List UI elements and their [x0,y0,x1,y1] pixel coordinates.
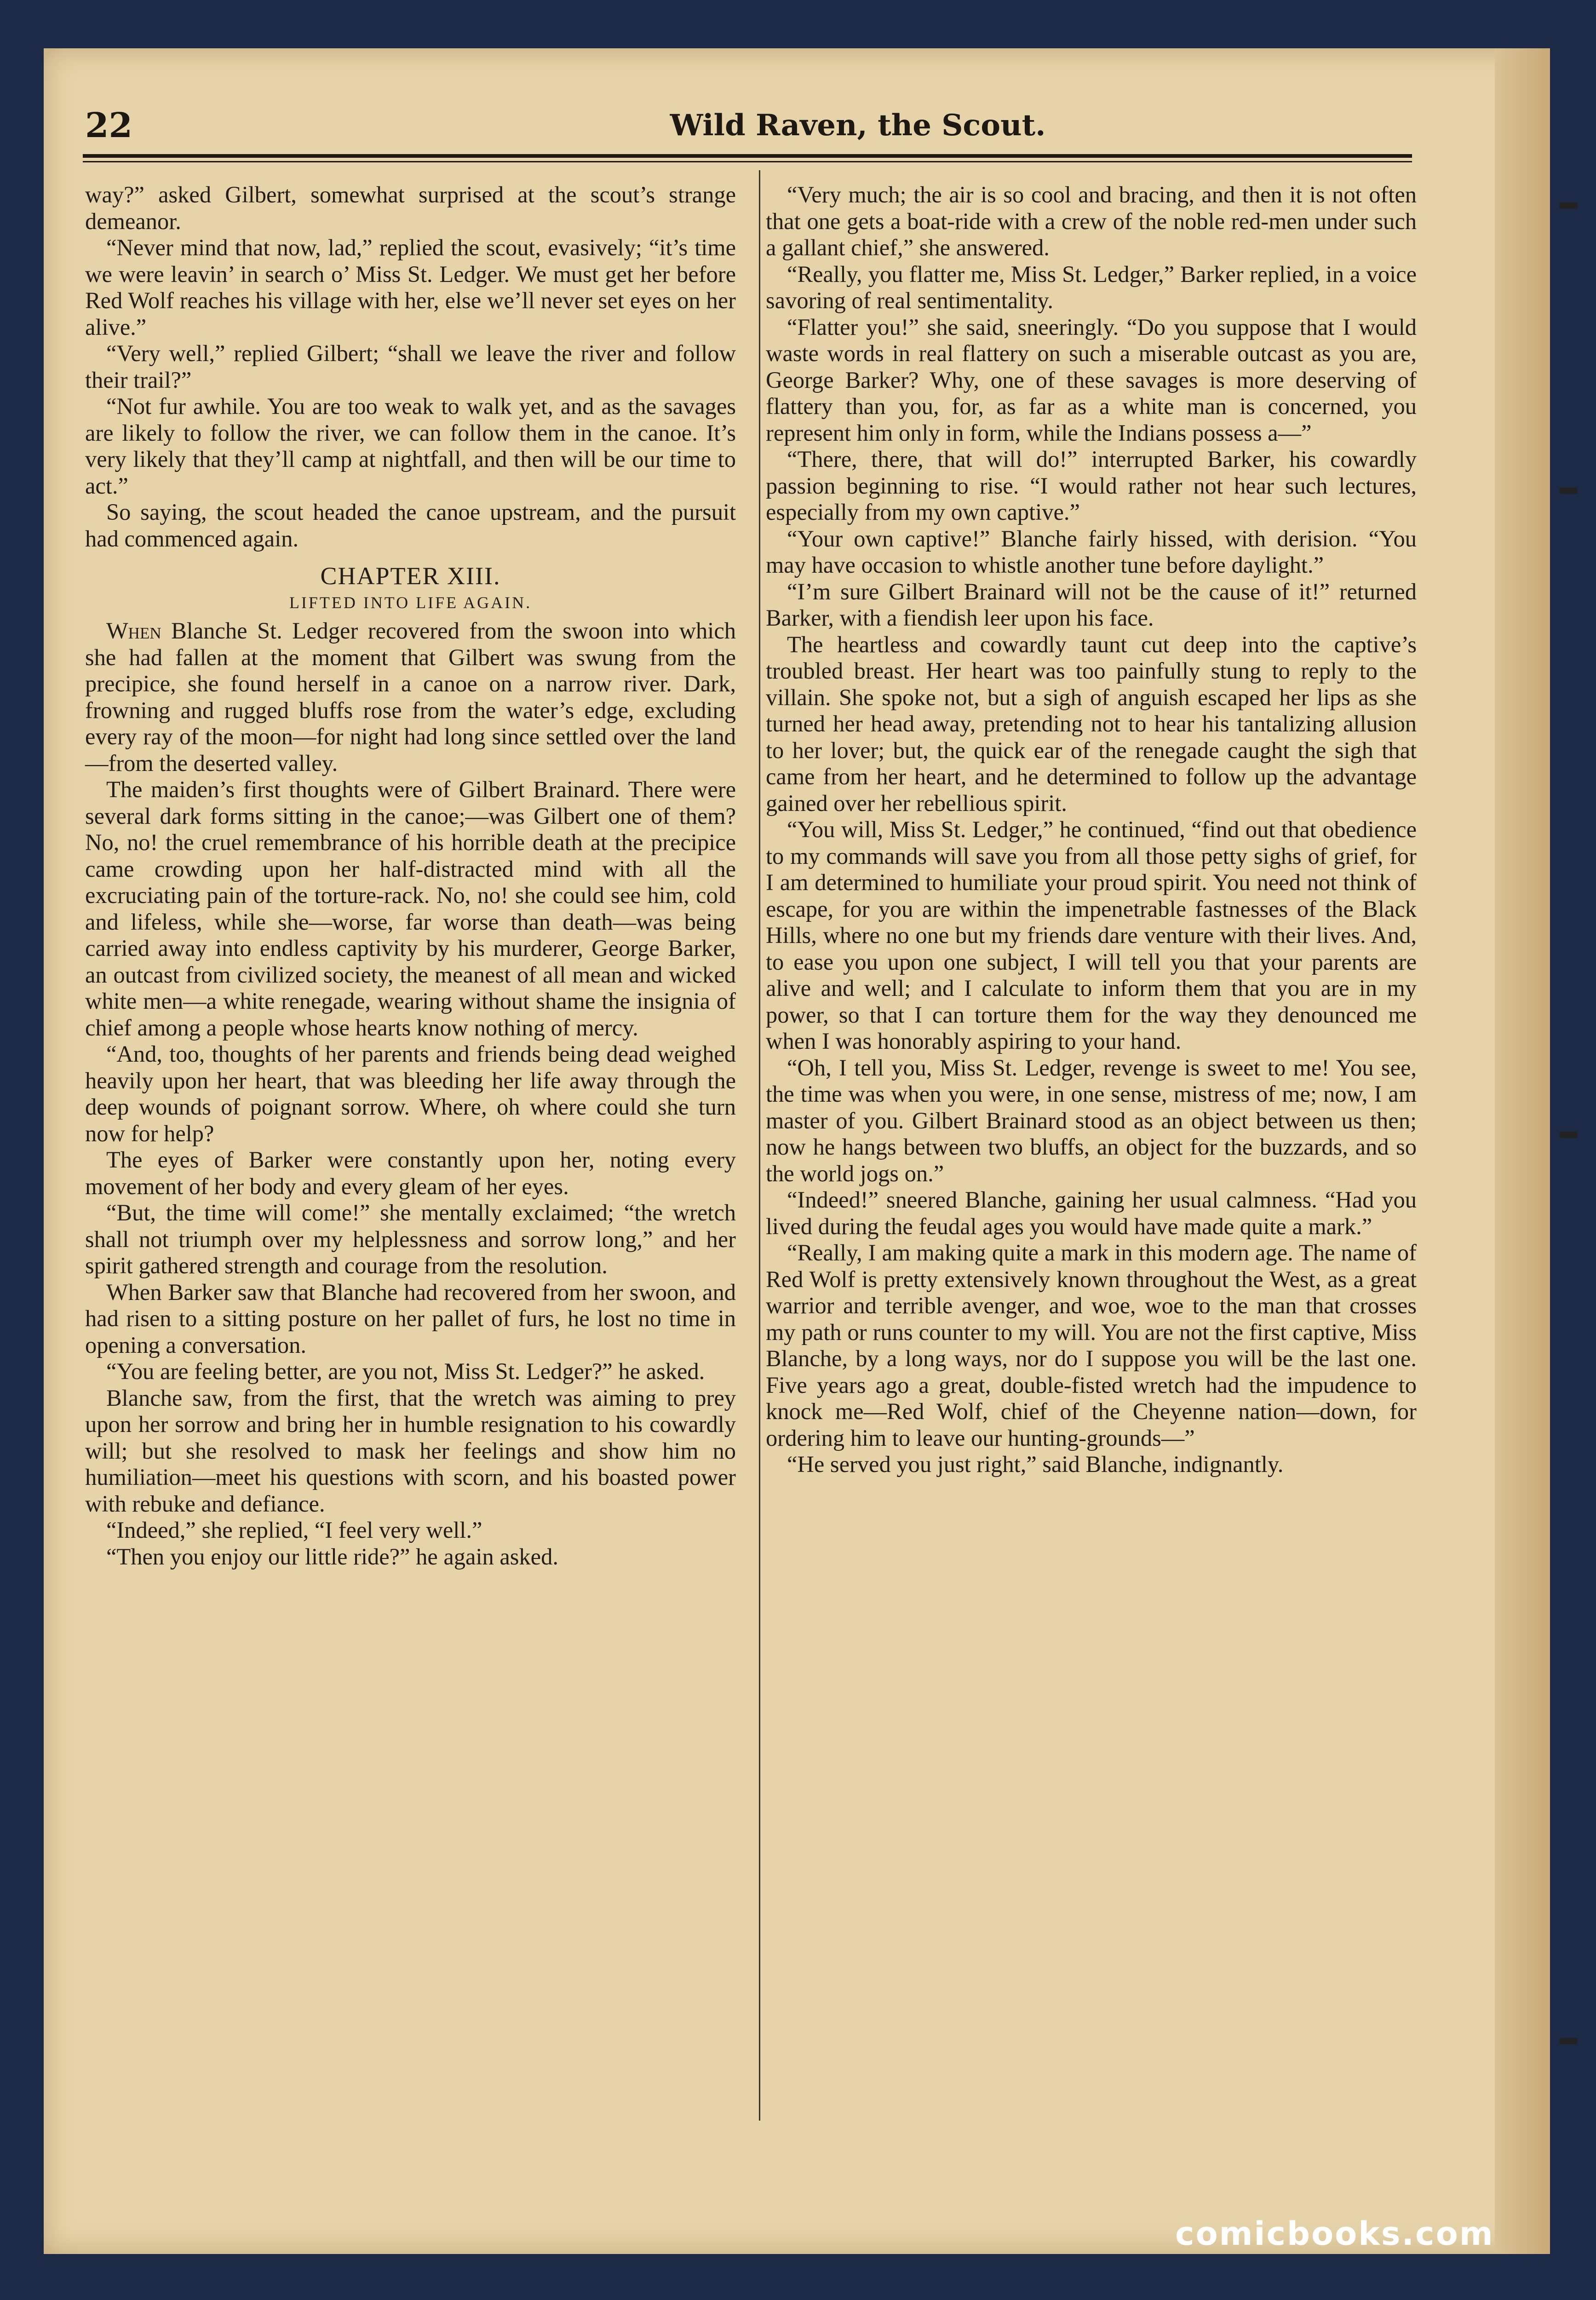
paragraph: “Indeed!” sneered Blanche, gaining her usual calmness. “Had you lived during the feudal ages you would have made quite a mark.” [766,1187,1417,1239]
paragraph: “Flatter you!” she said, sneeringly. “Do you suppose that I would waste words in real flattery on such a miserable outcast as you are, George Barker? Why, one of these savages is more deserving of flattery than you, for, as far as a white man is concerned, you represent him only in form, while the Indians possess a—” [766,314,1417,446]
header-rule [83,154,1412,158]
lead-text: Blanche St. Ledger recovered from the swoon into which she had fallen at the moment that Gilbert was swung from the precipice, she found herself in a canoe on a narrow river. Dark, frowning and rugged bluffs rose from the water’s edge, excluding every ray of the moon—for night had long since settled over the land —from the deserted valley. [85,618,736,776]
paragraph: The heartless and cowardly taunt cut deep into the captive’s troubled breast. Her heart was too painfully stung to reply to the villain. She spoke not, but a sigh of anguish escaped her lips as she turned her head away, pretending not to hear his tantalizing allusion to her lover; but, the quick ear of the renegade caught the sigh that came from her heart, and he determined to follow up the advantage gained over her rebellious spirit. [766,631,1417,816]
page-tab [1559,202,1578,209]
paragraph: “Your own captive!” Blanche fairly hissed, with derision. “You may have occasion to whistle another tune before daylight.” [766,525,1417,578]
page-number: 22 [85,106,132,145]
running-title: Wild Raven, the Scout. [670,108,1046,143]
paragraph: “Then you enjoy our little ride?” he again asked. [106,1543,558,1570]
chapter-opening-paragraph [85,618,736,776]
paragraph: When Barker saw that Blanche had recovered from her swoon, and had risen to a sitting posture on her pallet of furs, he lost no time in opening a conversation. [85,1279,736,1358]
page-tab [1559,2038,1578,2044]
paragraph: “Really, you flatter me, Miss St. Ledger,” Barker replied, in a voice savoring of real sentimentality. [766,261,1417,313]
paragraph: “And, too, thoughts of her parents and friends being dead weighed heavily upon her heart, that was bleeding her life away through the deep wounds of poignant sorrow. Where, oh where could she turn now for help? [85,1041,736,1146]
page-tab [1559,488,1578,494]
chapter-subheading: LIFTED INTO LIFE AGAIN. [289,593,532,612]
lead-word: When [106,618,161,644]
column-divider [759,170,760,2121]
paragraph: “But, the time will come!” she mentally exclaimed; “the wretch shall not triumph over my helplessness and sorrow long,” and her spirit gathered strength and courage from the resolution. [85,1200,736,1278]
page-tab [1559,1132,1578,1138]
paragraph: “Oh, I tell you, Miss St. Ledger, revenge is sweet to me! You see, the time was when you were, in one sense, mistress of me; now, I am master of you. Gilbert Brainard stood as an object between us then; now he hangs between two bluffs, an object for the buzzards, and so the world jogs on.” [766,1054,1417,1186]
paragraph: “Very much; the air is so cool and bracing, and then it is not often that one gets a boat-ride with a crew of the noble red-men under such a gallant chief,” she answered. [766,182,1417,260]
paragraph: So saying, the scout headed the canoe upstream, and the pursuit had commenced again. [85,499,736,552]
paragraph: The maiden’s first thoughts were of Gilbert Brainard. There were several dark forms sitting in the canoe;—was Gilbert one of them? No, no! the cruel remembrance of his horrible death at the precipice came crowding upon her half-distracted mind with all the excruciating pain of the torture-rack. No, no! she could see him, cold and lifeless, while she—worse, far worse than death—was being carried away into endless captivity by his murderer, George Barker, an outcast from civilized society, the meanest of all mean and wicked white men—a white renegade, wearing without shame the insignia of chief among a people whose hearts know nothing of mercy. [85,776,736,1041]
paragraph: “He served you just right,” said Blanche, indignantly. [787,1451,1284,1477]
paragraph: “There, there, that will do!” interrupted Barker, his cowardly passion beginning to rise. “I would rather not hear such lectures, especially from my own captive.” [766,446,1417,525]
paragraph: “Very well,” replied Gilbert; “shall we leave the river and follow their trail?” [85,340,736,393]
chapter-heading: CHAPTER XIII. [320,562,501,590]
paragraph: “You are feeling better, are you not, Miss St. Ledger?” he asked. [106,1358,705,1384]
paragraph: “I’m sure Gilbert Brainard will not be the cause of it!” returned Barker, with a fiendish leer upon his face. [766,578,1417,631]
right-column [766,182,1417,1478]
paragraph: “Never mind that now, lad,” replied the scout, evasively; “it’s time we were leavin’ in search o’ Miss St. Ledger. We must get her before Red Wolf reaches his village with her, else we’ll never set eyes on her alive.” [85,235,736,340]
paragraph: “Not fur awhile. You are too weak to walk yet, and as the savages are likely to follow the river, we can follow them in the canoe. It’s very likely that they’ll camp at nightfall, and then will be our time to act.” [85,393,736,499]
paragraph: “Indeed,” she replied, “I feel very well.” [106,1517,482,1543]
paragraph: way?” asked Gilbert, somewhat surprised at the scout’s strange demeanor. [85,182,736,234]
left-column [85,182,736,1570]
paragraph: The eyes of Barker were constantly upon her, noting every movement of her body and every gleam of her eyes. [85,1147,736,1199]
paragraph: “Really, I am making quite a mark in this modern age. The name of Red Wolf is pretty extensively known throughout the West, as a great warrior and terrible avenger, and woe, woe to the man that crosses my path or runs counter to my will. You are not the first captive, Miss Blanche, by a long ways, nor do I suppose you will be the last one. Five years ago a great, double-fisted wretch had the impudence to knock me—Red Wolf, chief of the Cheyenne nation—down, for ordering him to leave our hunting-grounds—” [766,1240,1417,1451]
paragraph: Blanche saw, from the first, that the wretch was aiming to prey upon her sorrow and bring her in humble resignation to his cowardly will; but she resolved to mask her feelings and show him no humiliation—meet his questions with scorn, and his boasted power with rebuke and defiance. [85,1385,736,1517]
watermark-logo: comicbooks.com [1175,2215,1494,2253]
header-rule-thin [83,161,1412,162]
page-edge [1495,48,1550,2254]
paragraph: “You will, Miss St. Ledger,” he continued, “find out that obedience to my commands will save you from all those petty sighs of grief, for I am determined to humiliate your proud spirit. You need not think of escape, for you are within the impenetrable fastnesses of the Black Hills, where no one but my friends dare venture with their lives. And, to ease you upon one subject, I will tell you that your parents are alive and well; and I calculate to inform them that you are in my power, so that I can torture them for the way they denounced me when I was honorably aspiring to your hand. [766,816,1417,1054]
